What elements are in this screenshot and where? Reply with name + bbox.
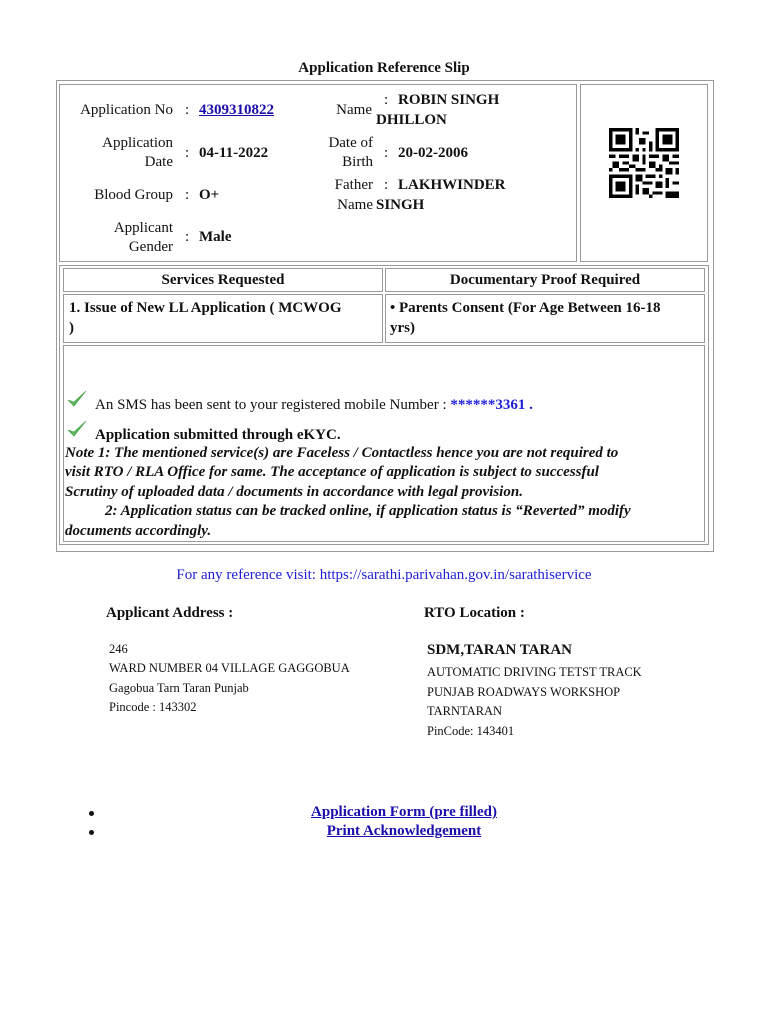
service-line2: ) [69, 320, 74, 336]
rto-line1: AUTOMATIC DRIVING TETST TRACK [427, 665, 642, 679]
father-value-line2: SINGH [376, 197, 425, 213]
colon: : [384, 92, 389, 108]
dob-value: 20-02-2006 [398, 145, 468, 161]
colon: : [384, 145, 389, 161]
note1-line1: Note 1: The mentioned service(s) are Faceless / Contactless hence you are not required to [65, 445, 619, 461]
name-label: Name [336, 102, 372, 118]
rto-line3: TARNTARAN [427, 704, 503, 718]
application-no-label: Application No [80, 102, 173, 118]
application-date-label-line2: Date [144, 154, 173, 170]
dob-label-line2: Birth [342, 154, 373, 170]
services-requested-header: Services Requested [161, 272, 285, 288]
gender-label-line2: Gender [128, 239, 173, 255]
ekyc-message: Application submitted through eKYC. [95, 427, 341, 443]
father-label-line2: Name [337, 197, 373, 213]
sms-mobile-number: ******3361 . [450, 397, 533, 413]
colon: : [384, 177, 389, 193]
note2-line1: 2: Application status can be tracked online, if application status is “Reverted” modify [105, 503, 631, 519]
address-line1: 246 [109, 642, 128, 656]
note1-line3: Scrutiny of uploaded data / documents in accordance with legal provision. [65, 484, 523, 500]
application-date-value: 04-11-2022 [199, 145, 269, 161]
application-form-link[interactable]: Application Form (pre filled) [311, 804, 497, 820]
rto-name: SDM,TARAN TARAN [427, 642, 573, 658]
note1-line2: visit RTO / RLA Office for same. The acceptance of application is subject to successful [65, 464, 599, 480]
colon: : [185, 145, 190, 161]
rto-line2: PUNJAB ROADWAYS WORKSHOP [427, 685, 621, 699]
rto-pincode: PinCode: 143401 [427, 724, 515, 738]
name-value-line2: DHILLON [376, 112, 447, 128]
father-value-line1: LAKHWINDER [398, 177, 506, 193]
colon: : [185, 229, 190, 245]
name-value-line1: ROBIN SINGH [398, 92, 500, 108]
colon: : [185, 187, 190, 203]
sms-message: An SMS has been sent to your registered mobile Number : [95, 397, 447, 413]
applicant-address-title: Applicant Address : [106, 605, 234, 621]
qr-code-icon [606, 128, 682, 198]
rto-location-title: RTO Location : [424, 605, 525, 621]
gender-value: Male [199, 229, 232, 245]
reference-url-text: For any reference visit: https://sarathi.parivahan.gov.in/sarathiservice [176, 567, 592, 583]
proof-line2: yrs) [390, 320, 415, 336]
address-pincode: Pincode : 143302 [109, 700, 197, 714]
note2-line2: documents accordingly. [65, 523, 212, 539]
blood-group-label: Blood Group [94, 187, 173, 203]
address-line3: Gagobua Tarn Taran Punjab [109, 681, 249, 695]
print-acknowledgement-link[interactable]: Print Acknowledgement [326, 823, 482, 839]
application-date-label-line1: Application [102, 135, 173, 151]
documentary-proof-header: Documentary Proof Required [449, 272, 641, 288]
blood-group-value: O+ [199, 187, 220, 203]
colon: : [185, 102, 190, 118]
slip-title: Application Reference Slip [298, 60, 470, 76]
service-line1: 1. Issue of New LL Application ( MCWOG [69, 300, 342, 316]
father-label-line1: Father [334, 177, 373, 193]
application-no-link[interactable]: 4309310822 [199, 102, 274, 118]
check-icon [67, 390, 87, 408]
dob-label-line1: Date of [328, 135, 373, 151]
gender-label-line1: Applicant [113, 220, 173, 236]
proof-line1: • Parents Consent (For Age Between 16-18 [390, 300, 661, 316]
check-icon [67, 420, 87, 438]
address-line2: WARD NUMBER 04 VILLAGE GAGGOBUA [109, 661, 350, 675]
